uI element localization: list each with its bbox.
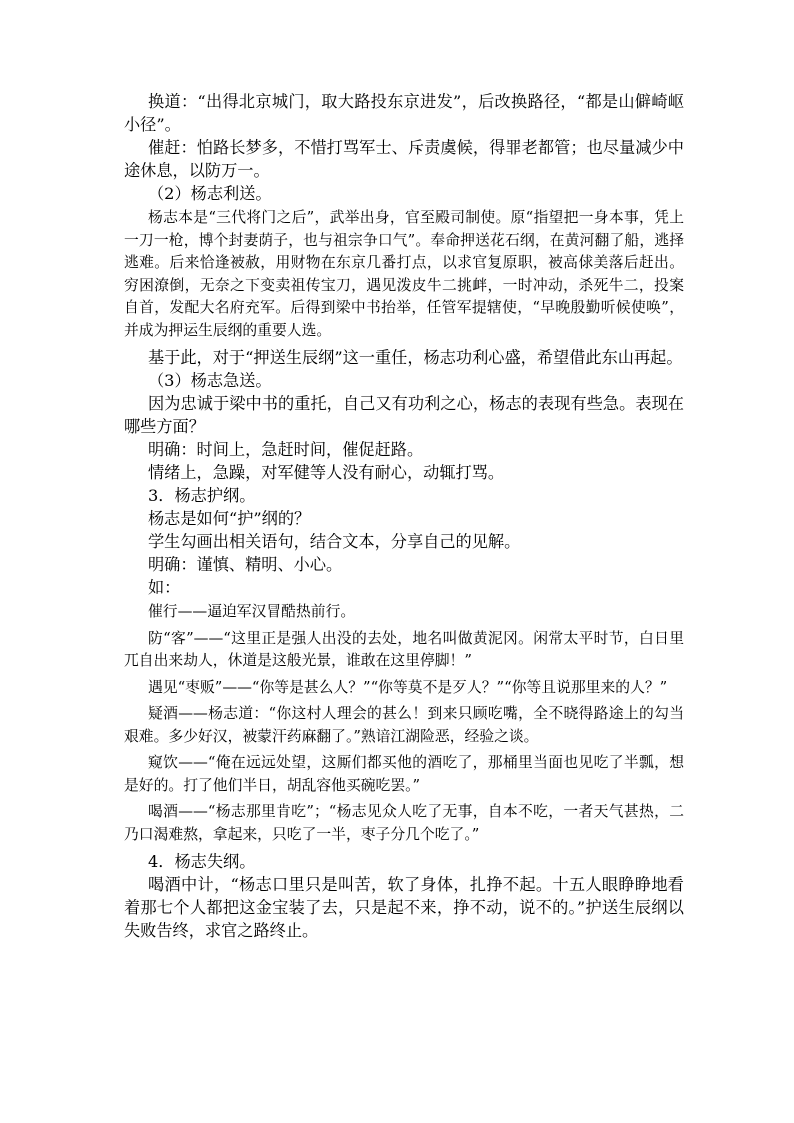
paragraph-question-hu: 杨志是如何“护”纲的？ (148, 509, 311, 528)
quote-cuixing: 催行——逼迫军汉冒酷热前行。 (148, 603, 356, 620)
heading-yangzhi-shigang: 4．杨志失纲。 (148, 852, 256, 871)
paragraph-cuigan: 催赶：怕路长梦多，不惜打骂军士、斥责虞候，得罪老都管；也尽量减少中途休息，以防万一。 (124, 138, 684, 180)
heading-yangzhi-lisong: （2）杨志利送。 (148, 184, 272, 203)
quote-zaofan: 遇见“枣贩”——“你等是甚么人？”“你等莫不是歹人？”“你等且说那里来的人？” (148, 678, 668, 696)
paragraph-conclusion: 喝酒中计，“杨志口里只是叫苦，软了身体，扎挣不起。十五人眼睁睁地看着那七个人都把这金宝装了去，只是起不来，挣不动，说不的。”护送生辰纲以失败告终，求官之路终止。 (124, 875, 684, 940)
paragraph-student-task: 学生勾画出相关语句，结合文本，分享自己的见解。 (148, 532, 521, 551)
quote-kuiyin: 窥饮——“俺在远远处望，这厮们都买他的酒吃了，那桶里当面也见吃了半瓢，想是好的。打了他们半日，胡乱容他买碗吃罢。” (124, 754, 684, 794)
paragraph-jiyuci: 基于此，对于“押送生辰纲”这一重任，杨志功利心盛，希望借此东山再起。 (148, 348, 683, 367)
paragraph-huandao: 换道：“出得北京城门，取大路投东京进发”，后改换路径，“都是山僻崎岖小径”。 (124, 92, 684, 134)
quote-yangzhi-background: 杨志本是“三代将门之后”，武举出身，官至殿司制使。原“指望把一身本事，凭上一刀一枪，博个封妻荫子，也与祖宗争口气”。奉命押送花石纲，在黄河翻了船，逃择逃难。后来恰逢被赦，用财物在东京几番打点，以求官复原职，被高俅美落后赶出。穷困潦倒，无奈之下变卖祖传宝刀，遇见泼皮牛二挑衅，一时冲动，杀死牛二，投案自首，发配大名府充军。后得到梁中书抬举，任管军提辖使，“早晚殷勤听候使唤”，并成为押运生辰纲的重要人选。 (124, 209, 684, 339)
paragraph-question-ji: 因为忠诚于梁中书的重托，自己又有功利之心，杨志的表现有些急。表现在哪些方面？ (124, 394, 684, 436)
quote-yijiu: 疑酒——杨志道：“你这村人理会的甚么！到来只顾吃嘴，全不晓得路途上的勾当艰难。多少好汉，被蒙汗药麻翻了。”熟谙江湖险恶，经验之谈。 (124, 705, 684, 745)
paragraph-answer-traits: 明确：谨慎、精明、小心。 (148, 555, 343, 574)
heading-yangzhi-jisong: （3）杨志急送。 (148, 371, 272, 390)
quote-fangke: 防“客”——“这里正是强人出没的去处，地名叫做黄泥冈。闲常太平时节，白日里兀自出来劫人，休道是这般光景，谁敢在这里停脚！” (124, 629, 684, 669)
paragraph-answer-emotion: 情绪上，急躁，对军健等人没有耐心，动辄打骂。 (148, 463, 505, 482)
paragraph-ru: 如： (148, 578, 181, 597)
quote-hejiu: 喝酒——“杨志那里肯吃”；“杨志见众人吃了无事，自本不吃，一者天气甚热，二乃口渴难熬，拿起来，只吃了一半，枣子分几个吃了。” (124, 803, 684, 843)
heading-yangzhi-hugang: 3．杨志护纲。 (148, 486, 256, 505)
document-page (124, 90, 684, 942)
paragraph-answer-time: 明确：时间上，急赶时间，催促赶路。 (148, 440, 424, 459)
